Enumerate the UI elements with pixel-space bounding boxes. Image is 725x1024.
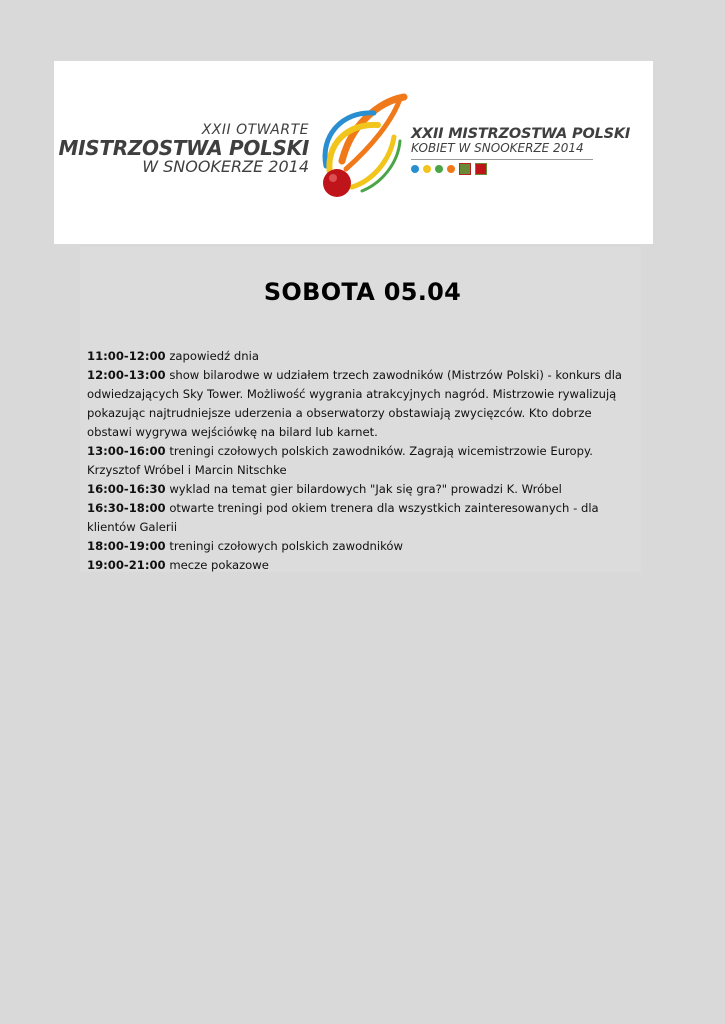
schedule-item — [87, 480, 627, 499]
banner-left-line3: W SNOOKERZE 2014 — [142, 156, 309, 176]
sponsor-logo-3 — [435, 165, 443, 173]
banner-left-title — [59, 123, 309, 175]
sponsor-logo-4 — [447, 165, 455, 173]
banner-left-line2: MISTRZOSTWA POLSKI — [58, 135, 309, 160]
sponsor-logo-5 — [459, 163, 471, 175]
schedule-item — [87, 366, 627, 442]
header-banner — [54, 61, 653, 244]
sponsor-logo-6 — [475, 163, 487, 175]
schedule-text: wyklad na temat gier bilardowych "Jak się gra?" prowadzi K. Wróbel — [169, 482, 562, 496]
page-title: SOBOTA 05.04 — [263, 278, 462, 306]
schedule-item — [87, 442, 627, 480]
schedule-time: 16:00-16:30 — [87, 482, 166, 496]
schedule-time: 16:30-18:00 — [87, 501, 166, 515]
sponsor-logos — [411, 163, 630, 175]
schedule-text: zapowiedź dnia — [169, 349, 259, 363]
schedule-text: treningi czołowych polskich zawodników — [169, 539, 404, 553]
schedule-time: 12:00-13:00 — [87, 368, 166, 382]
sponsor-logo-1 — [411, 165, 419, 173]
banner-left-line1: XXII OTWARTE — [201, 122, 309, 138]
snooker-ball-logo-icon — [312, 91, 412, 206]
sponsor-logo-2 — [423, 165, 431, 173]
schedule-item — [87, 537, 627, 556]
schedule-item — [87, 556, 627, 575]
schedule-time: 13:00-16:00 — [87, 444, 166, 458]
banner-right-title — [411, 127, 630, 175]
schedule-time: 18:00-19:00 — [87, 539, 166, 553]
banner-right-line2: KOBIET W SNOOKERZE 2014 — [411, 141, 584, 156]
banner-divider — [411, 159, 593, 160]
schedule-time: 19:00-21:00 — [87, 558, 166, 572]
schedule-item — [87, 499, 627, 537]
schedule-item — [87, 347, 627, 366]
schedule-text: treningi czołowych polskich zawodników. Zagrają wicemistrzowie Europy. Krzysztof Wróbel i Marcin Nitschke — [87, 444, 593, 477]
schedule-list — [87, 347, 627, 575]
schedule-text: otwarte treningi pod okiem trenera dla wszystkich zainteresowanych - dla klientów Galerii — [87, 501, 599, 534]
banner-right-line1: XXII MISTRZOSTWA POLSKI — [411, 126, 631, 142]
schedule-text: mecze pokazowe — [169, 558, 269, 572]
schedule-text: show bilarodwe w udziałem trzech zawodników (Mistrzów Polski) - konkurs dla odwiedzających Sky Tower. Możliwość wygrania atrakcyjnych nagród. Mistrzowie rywalizują pokazując najtrudniejsze uderzenia a obserwatorzy obstawiają zwycięzców. Kto dobrze obstawi wygrywa wejściówkę na bilard lub karnet. — [87, 368, 623, 439]
schedule-time: 11:00-12:00 — [87, 349, 166, 363]
